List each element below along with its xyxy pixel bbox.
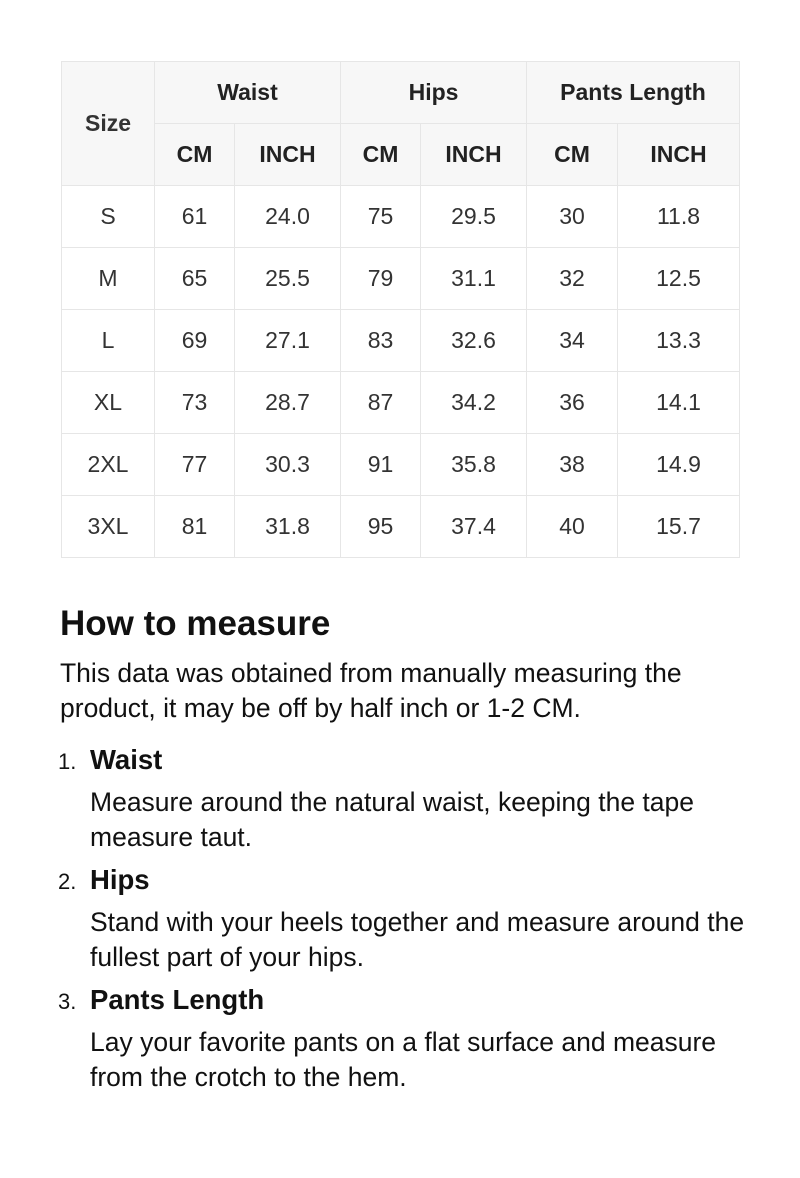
waist-cm-header: CM: [155, 124, 235, 186]
hips-cm-cell: 79: [341, 248, 421, 310]
measure-steps-list: [60, 742, 750, 1095]
hips-cm-cell: 87: [341, 372, 421, 434]
pants-length-cm-cell: 38: [527, 434, 618, 496]
step-title: Pants Length: [90, 984, 265, 1015]
pants-length-group-header: Pants Length: [527, 62, 740, 124]
size-column-header: Size: [62, 62, 155, 186]
waist-inch-cell: 31.8: [235, 496, 341, 558]
table-row: [62, 186, 740, 248]
measure-step-waist: [60, 742, 750, 855]
waist-cm-cell: 69: [155, 310, 235, 372]
hips-inch-header: INCH: [421, 124, 527, 186]
hips-inch-cell: 32.6: [421, 310, 527, 372]
pants-length-cm-cell: 30: [527, 186, 618, 248]
waist-inch-cell: 27.1: [235, 310, 341, 372]
waist-inch-header: INCH: [235, 124, 341, 186]
table-group-header-row: [62, 62, 740, 124]
hips-cm-header: CM: [341, 124, 421, 186]
pants-length-inch-cell: 14.9: [618, 434, 740, 496]
waist-cm-cell: 73: [155, 372, 235, 434]
pants-length-cm-cell: 40: [527, 496, 618, 558]
size-cell: S: [62, 186, 155, 248]
waist-inch-cell: 28.7: [235, 372, 341, 434]
size-cell: XL: [62, 372, 155, 434]
size-chart-table: [61, 61, 740, 558]
step-number: 2.: [58, 869, 77, 894]
pants-length-cm-cell: 34: [527, 310, 618, 372]
pants-length-inch-cell: 11.8: [618, 186, 740, 248]
waist-inch-cell: 30.3: [235, 434, 341, 496]
measure-step-pants-length: [60, 982, 750, 1095]
waist-cm-cell: 81: [155, 496, 235, 558]
table-row: [62, 248, 740, 310]
step-number: 1.: [58, 749, 77, 774]
pants-length-inch-cell: 15.7: [618, 496, 740, 558]
pants-length-inch-cell: 14.1: [618, 372, 740, 434]
step-title: Hips: [90, 864, 150, 895]
hips-inch-cell: 35.8: [421, 434, 527, 496]
step-description: Measure around the natural waist, keeping the tape measure taut.: [90, 787, 695, 852]
step-description: Lay your favorite pants on a flat surface and measure from the crotch to the hem.: [90, 1027, 717, 1092]
how-to-measure-title: How to measure: [60, 604, 331, 643]
waist-group-header: Waist: [155, 62, 341, 124]
table-unit-header-row: [62, 124, 740, 186]
waist-cm-cell: 77: [155, 434, 235, 496]
size-cell: 3XL: [62, 496, 155, 558]
hips-inch-cell: 29.5: [421, 186, 527, 248]
hips-cm-cell: 83: [341, 310, 421, 372]
table-row: [62, 434, 740, 496]
how-to-measure-intro: This data was obtained from manually measuring the product, it may be off by half inch or 1-2 CM.: [60, 658, 682, 723]
pants-length-cm-cell: 32: [527, 248, 618, 310]
hips-cm-cell: 91: [341, 434, 421, 496]
size-cell: M: [62, 248, 155, 310]
pants-length-inch-cell: 13.3: [618, 310, 740, 372]
pants-length-inch-cell: 12.5: [618, 248, 740, 310]
hips-inch-cell: 31.1: [421, 248, 527, 310]
step-title: Waist: [90, 744, 163, 775]
hips-cm-cell: 75: [341, 186, 421, 248]
waist-inch-cell: 25.5: [235, 248, 341, 310]
waist-inch-cell: 24.0: [235, 186, 341, 248]
how-to-measure-section: [60, 600, 750, 1102]
waist-cm-cell: 65: [155, 248, 235, 310]
hips-cm-cell: 95: [341, 496, 421, 558]
step-number: 3.: [58, 989, 77, 1014]
size-cell: 2XL: [62, 434, 155, 496]
pants-length-cm-cell: 36: [527, 372, 618, 434]
step-description: Stand with your heels together and measure around the fullest part of your hips.: [90, 907, 745, 972]
table-row: [62, 310, 740, 372]
table-row: [62, 372, 740, 434]
hips-inch-cell: 37.4: [421, 496, 527, 558]
pants-length-inch-header: INCH: [618, 124, 740, 186]
size-cell: L: [62, 310, 155, 372]
waist-cm-cell: 61: [155, 186, 235, 248]
pants-length-cm-header: CM: [527, 124, 618, 186]
table-row: [62, 496, 740, 558]
hips-group-header: Hips: [341, 62, 527, 124]
measure-step-hips: [60, 862, 750, 975]
hips-inch-cell: 34.2: [421, 372, 527, 434]
